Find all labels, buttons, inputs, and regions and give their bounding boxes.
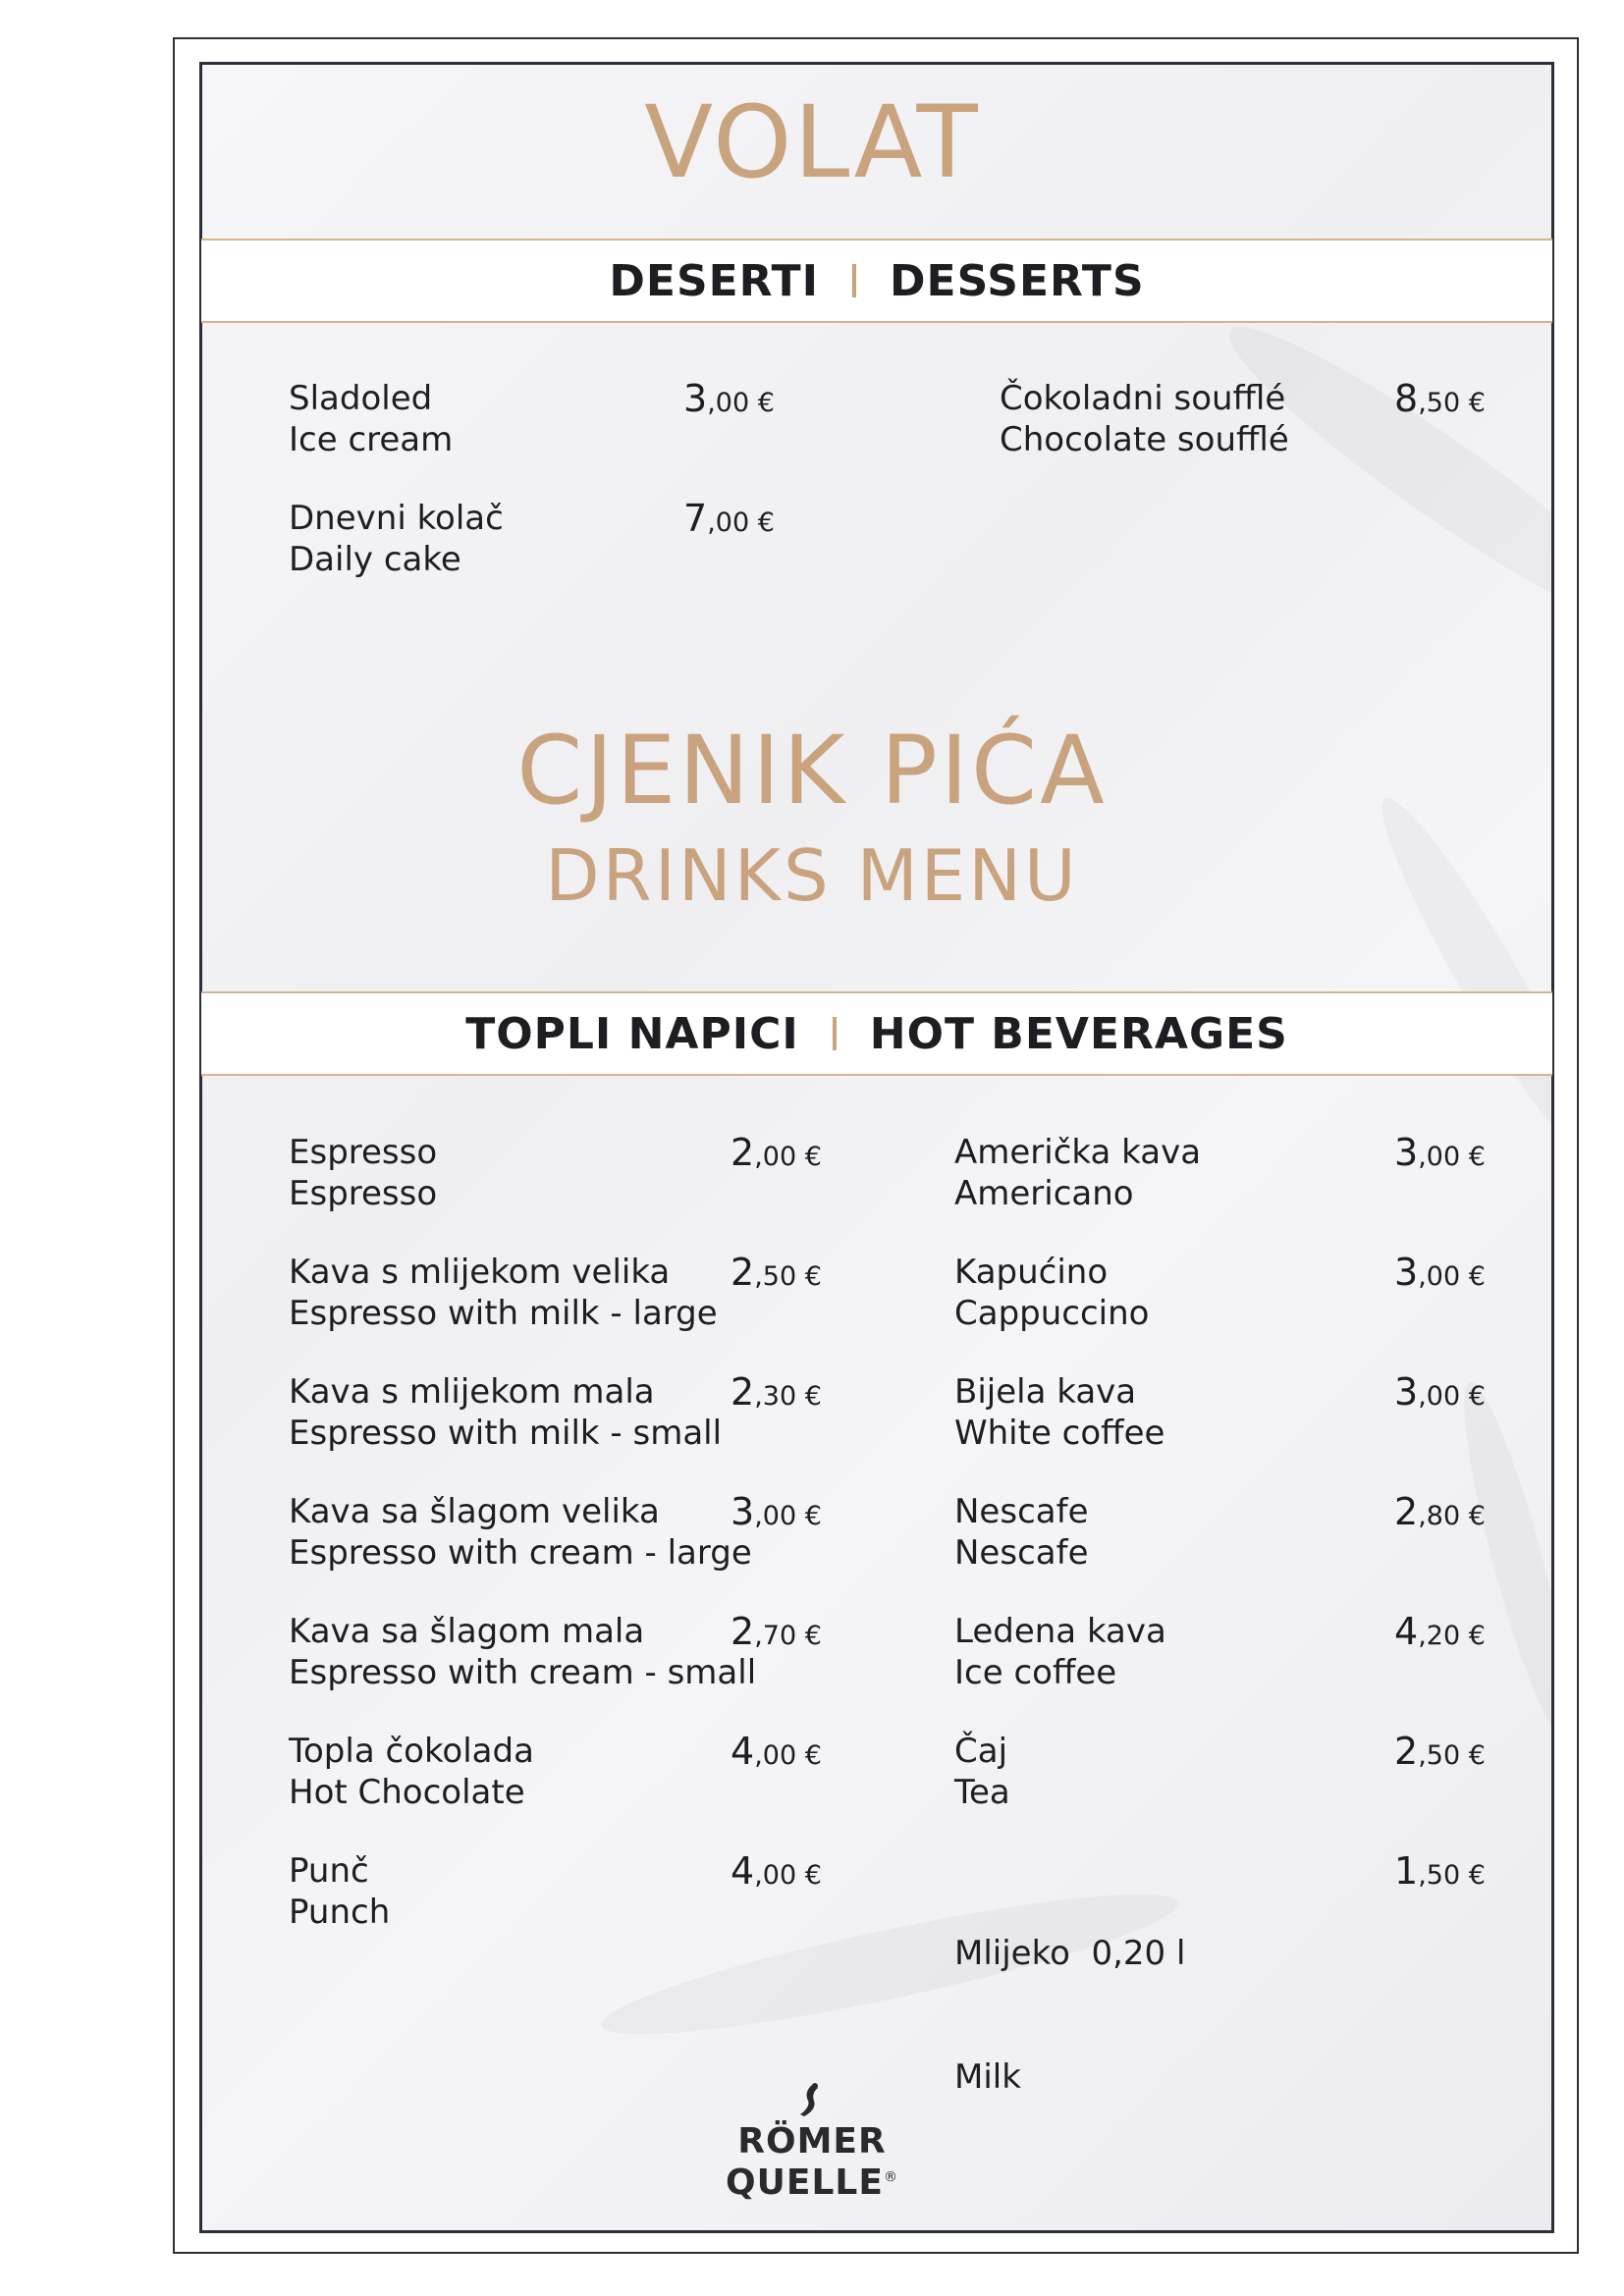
item-name-en: Ice cream <box>289 420 454 459</box>
item-name-en: Espresso with cream - small <box>289 1653 757 1692</box>
item-price: 4,00 € <box>731 1849 822 1893</box>
menu-item-sladoled <box>289 378 453 460</box>
heading-divider <box>833 1017 837 1050</box>
item-name: Nescafe <box>954 1492 1089 1531</box>
item-price: 8,50 € <box>1394 377 1486 420</box>
menu-item <box>289 1132 437 1214</box>
romerquelle-logo <box>0 2081 1624 2201</box>
menu-item-dnevni-kolac <box>289 498 504 580</box>
item-name: Topla čokolada <box>289 1732 534 1771</box>
item-price: 4,00 € <box>731 1730 822 1773</box>
item-name-en: Hot Chocolate <box>289 1773 525 1812</box>
item-name: Mlijeko 0,20 l <box>954 1934 1186 1973</box>
item-price: 4,20 € <box>1394 1610 1486 1653</box>
item-name: Kava s mlijekom mala <box>289 1372 655 1412</box>
item-name-en: Tea <box>954 1773 1010 1812</box>
item-price: 3,00 € <box>683 377 775 420</box>
desserts-heading-band <box>201 239 1552 323</box>
mermaid-icon <box>790 2081 834 2120</box>
item-name: Espresso <box>289 1133 438 1172</box>
item-name-en: Ice coffee <box>954 1653 1117 1692</box>
menu-item-cokoladni-souffle <box>1000 378 1289 460</box>
menu-item <box>289 1731 534 1813</box>
item-name-en: Punch <box>289 1893 391 1932</box>
item-price: 2,50 € <box>1394 1730 1486 1773</box>
item-price: 3,00 € <box>1394 1370 1486 1414</box>
item-price: 3,00 € <box>1394 1131 1486 1174</box>
item-name-en: White coffee <box>954 1414 1165 1453</box>
item-price: 2,30 € <box>731 1370 822 1414</box>
hot-beverages-heading <box>465 1009 1288 1059</box>
item-name-en: Nescafe <box>954 1533 1089 1573</box>
desserts-heading-en: DESSERTS <box>889 255 1145 306</box>
heading-divider <box>852 264 856 297</box>
item-name-en: Milk <box>954 2057 1021 2097</box>
item-name-en: Daily cake <box>289 540 461 579</box>
menu-item <box>954 1731 1010 1813</box>
menu-item <box>954 1132 1201 1214</box>
item-price: 2,50 € <box>731 1251 822 1294</box>
item-name: Kava sa šlagom velika <box>289 1492 660 1531</box>
menu-item <box>954 1252 1149 1334</box>
item-price: 2,70 € <box>731 1610 822 1653</box>
item-name-en: Espresso with milk - small <box>289 1414 723 1453</box>
menu-item <box>954 1491 1088 1574</box>
item-price: 7,00 € <box>683 497 775 540</box>
item-name: Kapućino <box>954 1253 1109 1292</box>
drinks-title: CJENIK PIĆA <box>516 716 1108 826</box>
menu-item <box>954 1371 1164 1454</box>
item-name-en: Espresso with cream - large <box>289 1533 752 1573</box>
menu-item <box>289 1371 722 1454</box>
desserts-heading-hr: DESERTI <box>609 255 819 306</box>
restaurant-logo: VOLAT <box>644 84 980 201</box>
item-name-en: Americano <box>954 1174 1134 1213</box>
item-name-en: Espresso with milk - large <box>289 1294 718 1333</box>
item-name: Kava s mlijekom velika <box>289 1253 671 1292</box>
item-name: Ledena kava <box>954 1612 1166 1651</box>
menu-item <box>954 1611 1166 1693</box>
registered-mark: ® <box>883 2169 898 2185</box>
item-name: Kava sa šlagom mala <box>289 1612 645 1651</box>
menu-item <box>289 1611 756 1693</box>
item-name-en: Espresso <box>289 1174 438 1213</box>
hot-heading-hr: TOPLI NAPICI <box>465 1008 799 1059</box>
hot-heading-en: HOT BEVERAGES <box>869 1008 1288 1059</box>
item-name: Bijela kava <box>954 1372 1137 1412</box>
item-name: Čaj <box>954 1732 1008 1771</box>
item-name: Američka kava <box>954 1133 1202 1172</box>
item-name-en: Cappuccino <box>954 1294 1150 1333</box>
item-name: Sladoled <box>289 379 433 418</box>
drinks-subtitle: DRINKS MENU <box>545 834 1079 917</box>
item-price: 3,00 € <box>1394 1251 1486 1294</box>
item-price: 3,00 € <box>731 1490 822 1533</box>
item-name-en: Chocolate soufflé <box>1000 420 1289 459</box>
menu-item <box>289 1491 752 1574</box>
menu-item <box>289 1850 390 1933</box>
menu-item <box>289 1252 718 1334</box>
item-price: 2,80 € <box>1394 1490 1486 1533</box>
item-name: Punč <box>289 1851 369 1891</box>
item-name: Dnevni kolač <box>289 499 504 538</box>
item-price: 1,50 € <box>1394 1849 1486 1893</box>
hot-beverages-heading-band <box>201 991 1552 1076</box>
brand-line-1: RÖMER <box>737 2121 887 2162</box>
desserts-heading <box>609 256 1144 306</box>
item-price: 2,00 € <box>731 1131 822 1174</box>
brand-line-2: QUELLE® <box>726 2163 898 2203</box>
item-name: Čokoladni soufflé <box>1000 379 1286 418</box>
